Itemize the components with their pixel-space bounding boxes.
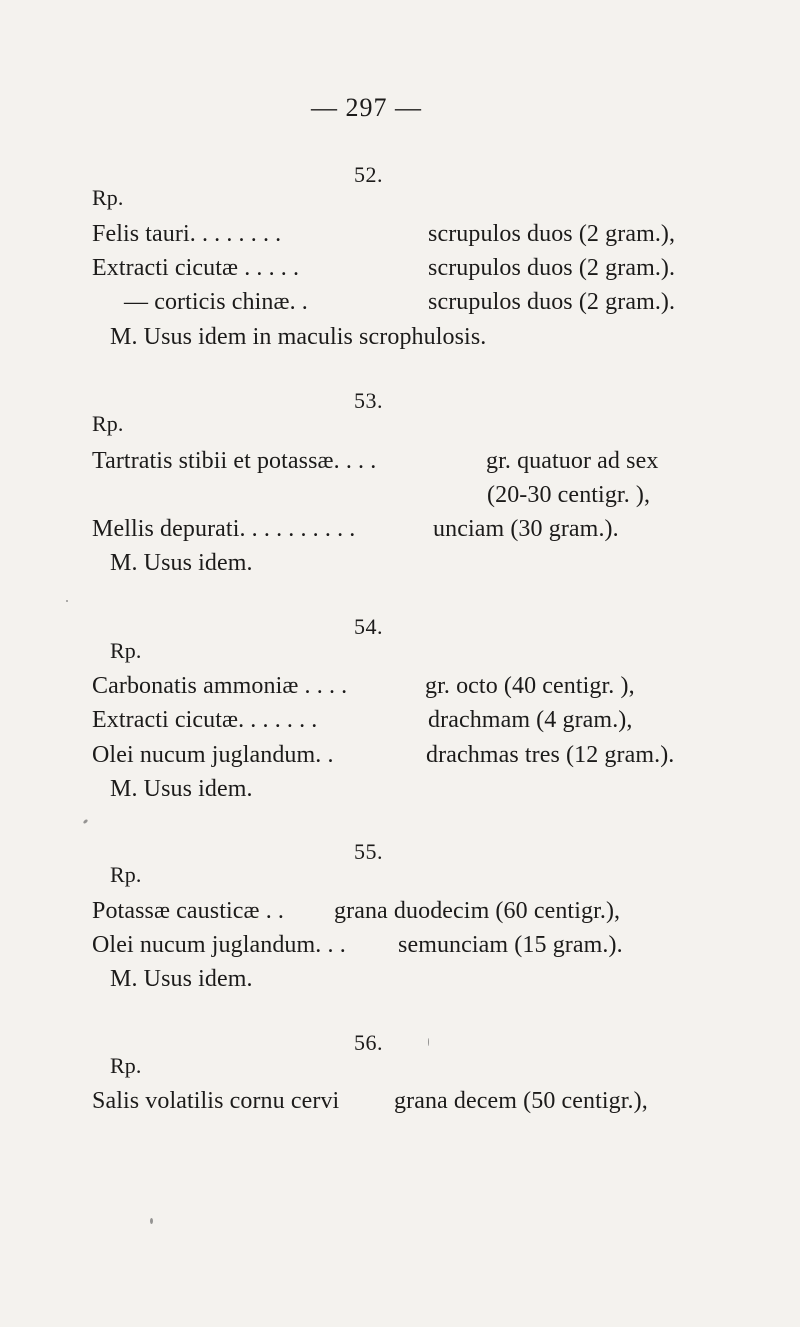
recipe-rp: Rp. [92, 185, 124, 210]
usage-line: M. Usus idem. [110, 550, 253, 576]
recipe-rp: Rp. [110, 862, 142, 887]
recipe-rp: Rp. [92, 411, 124, 436]
ingredient-line: Mellis depurati. . . . . . . . . . [92, 516, 356, 542]
recipe-number: 55. [354, 839, 383, 864]
paper-speck [83, 819, 89, 825]
recipe-number: 56. [354, 1030, 383, 1055]
recipe-number: 53. [354, 388, 383, 413]
ingredient-line: Potassæ causticæ . . [92, 898, 284, 924]
dose-line: drachmam (4 gram.), [428, 707, 633, 733]
recipe-number: 52. [354, 162, 383, 187]
page-number: — 297 — [311, 93, 422, 122]
dose-line: scrupulos duos (2 gram.). [428, 289, 676, 315]
ingredient-line: Carbonatis ammoniæ . . . . [92, 673, 348, 699]
usage-line: M. Usus idem in maculis scrophulosis. [110, 324, 487, 350]
paper-speck [66, 600, 68, 602]
paper-speck [150, 1218, 153, 1224]
recipe-number: 54. [354, 614, 383, 639]
recipe-rp: Rp. [110, 638, 142, 663]
ingredient-line: — corticis chinæ. . [124, 289, 308, 315]
dose-line: scrupulos duos (2 gram.), [428, 221, 676, 247]
ingredient-line: Extracti cicutæ. . . . . . . [92, 707, 318, 733]
ingredient-line: Olei nucum juglandum. . . [92, 932, 346, 958]
ingredient-line: Felis tauri. . . . . . . . [92, 221, 282, 247]
usage-line: M. Usus idem. [110, 966, 253, 992]
dose-line: gr. octo (40 centigr. ), [425, 673, 635, 699]
ingredient-line: Extracti cicutæ . . . . . [92, 255, 300, 281]
usage-line: M. Usus idem. [110, 776, 253, 802]
dose-line: (20-30 centigr. ), [487, 482, 651, 508]
paper-speck [428, 1038, 429, 1046]
ingredient-line: Tartratis stibii et potassæ. . . . [92, 448, 377, 474]
dose-line: unciam (30 gram.). [433, 516, 619, 542]
ingredient-line: Olei nucum juglandum. . [92, 742, 334, 768]
dose-line: gr. quatuor ad sex [486, 448, 659, 474]
dose-line: grana duodecim (60 centigr.), [334, 898, 621, 924]
dose-line: scrupulos duos (2 gram.). [428, 255, 676, 281]
ingredient-line: Salis volatilis cornu cervi [92, 1088, 340, 1114]
dose-line: semunciam (15 gram.). [398, 932, 623, 958]
recipe-rp: Rp. [110, 1053, 142, 1078]
dose-line: drachmas tres (12 gram.). [426, 742, 675, 768]
dose-line: grana decem (50 centigr.), [394, 1088, 648, 1114]
